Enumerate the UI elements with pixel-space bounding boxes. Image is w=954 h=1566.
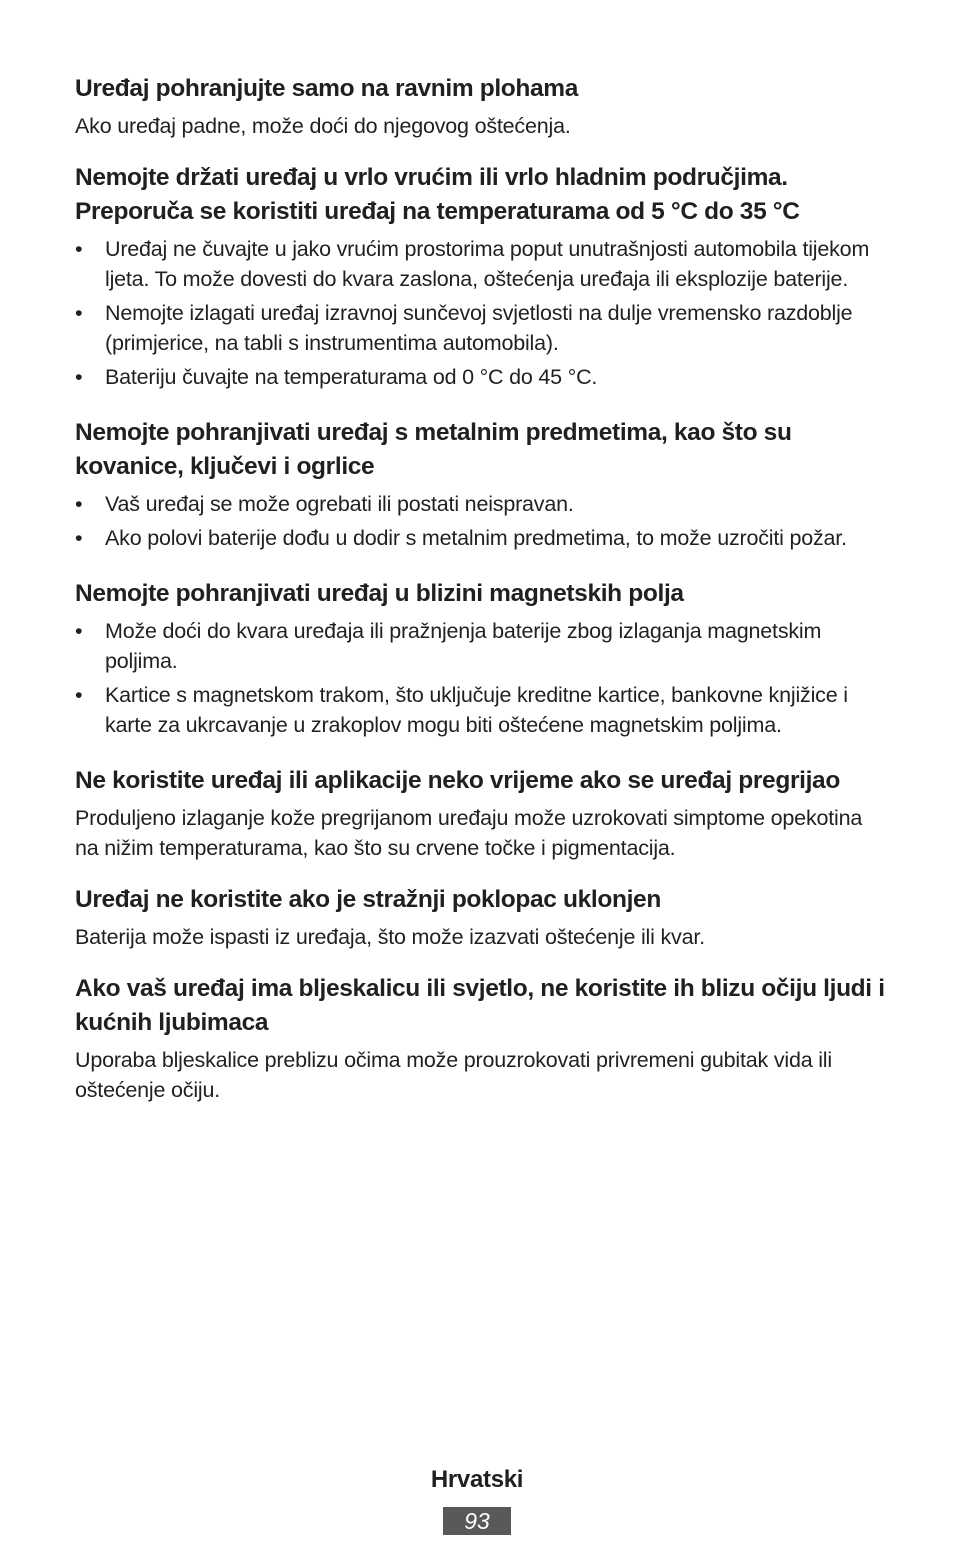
section-back-cover: [75, 883, 885, 952]
section-magnetic-fields: [75, 577, 885, 740]
bullet-list: [75, 616, 885, 740]
bullet-icon: •: [75, 237, 83, 261]
heading-line: Nemojte držati uređaj u vrlo vrućim ili vrlo hladnim područjima.: [75, 164, 788, 191]
bullet-icon: •: [75, 365, 83, 389]
list-item: [75, 234, 885, 294]
list-item-text: Može doći do kvara uređaja ili pražnjenja baterije zbog izlaganja magnetskim poljima.: [105, 619, 822, 673]
list-item-text: Ako polovi baterije dođu u dodir s metalnim predmetima, to može uzročiti požar.: [105, 526, 847, 550]
section-paragraph: Produljeno izlaganje kože pregrijanom uređaju može uzrokovati simptome opekotina na nižim temperaturama, kao što su crvene točke i pigmentacija.: [75, 806, 863, 860]
bullet-list: [75, 234, 885, 392]
section-heading: Uređaj ne koristite ako je stražnji poklopac uklonjen: [75, 886, 661, 913]
list-item-text: Uređaj ne čuvajte u jako vrućim prostorima poput unutrašnjosti automobila tijekom ljeta. To može dovesti do kvara zaslona, oštećenja uređaja ili eksplozije baterije.: [105, 237, 870, 291]
section-heading: [75, 161, 885, 229]
list-item: [75, 298, 885, 358]
section-heading: Ako vaš uređaj ima bljeskalicu ili svjetlo, ne koristite ih blizu očiju ljudi i kućnih ljubimaca: [75, 975, 885, 1036]
list-item: [75, 489, 885, 519]
section-overheating: [75, 764, 885, 863]
bullet-icon: •: [75, 492, 83, 516]
section-temperature: [75, 161, 885, 392]
list-item: [75, 616, 885, 676]
list-item: [75, 523, 885, 553]
list-item-text: Bateriju čuvajte na temperaturama od 0 °C do 45 °C.: [105, 365, 598, 389]
list-item-text: Nemojte izlagati uređaj izravnoj sunčevoj svjetlosti na dulje vremensko razdoblje (primjerice, na tabli s instrumentima automobila).: [105, 301, 853, 355]
list-item-text: Kartice s magnetskom trakom, što uključuje kreditne kartice, bankovne knjižice i karte za ukrcavanje u zrakoplov mogu biti oštećene magnetskim poljima.: [105, 683, 848, 737]
section-heading: Uređaj pohranjujte samo na ravnim plohama: [75, 75, 578, 102]
section-flat-surfaces: [75, 72, 885, 141]
list-item: [75, 680, 885, 740]
section-heading: Nemojte pohranjivati uređaj u blizini magnetskih polja: [75, 580, 684, 607]
list-item: [75, 362, 885, 392]
section-paragraph: Baterija može ispasti iz uređaja, što može izazvati oštećenje ili kvar.: [75, 925, 705, 949]
page-number: 93: [443, 1507, 511, 1535]
bullet-icon: •: [75, 301, 83, 325]
section-paragraph: Ako uređaj padne, može doći do njegovog oštećenja.: [75, 114, 571, 138]
bullet-icon: •: [75, 619, 83, 643]
list-item-text: Vaš uređaj se može ogrebati ili postati neispravan.: [105, 492, 574, 516]
bullet-list: [75, 489, 885, 553]
footer-language: Hrvatski: [430, 1466, 524, 1493]
document-body: [75, 72, 885, 1105]
section-flash: [75, 972, 885, 1105]
section-metal-objects: [75, 416, 885, 553]
section-heading: Ne koristite uređaj ili aplikacije neko vrijeme ako se uređaj pregrijao: [75, 767, 840, 794]
bullet-icon: •: [75, 683, 83, 707]
bullet-icon: •: [75, 526, 83, 550]
heading-line: Preporuča se koristiti uređaj na temperaturama od 5 °C do 35 °C: [75, 198, 800, 225]
section-paragraph: Uporaba bljeskalice preblizu očima može prouzrokovati privremeni gubitak vida ili oštećenje očiju.: [75, 1048, 832, 1102]
section-heading: Nemojte pohranjivati uređaj s metalnim predmetima, kao što su kovanice, ključevi i ogrlice: [75, 419, 792, 480]
